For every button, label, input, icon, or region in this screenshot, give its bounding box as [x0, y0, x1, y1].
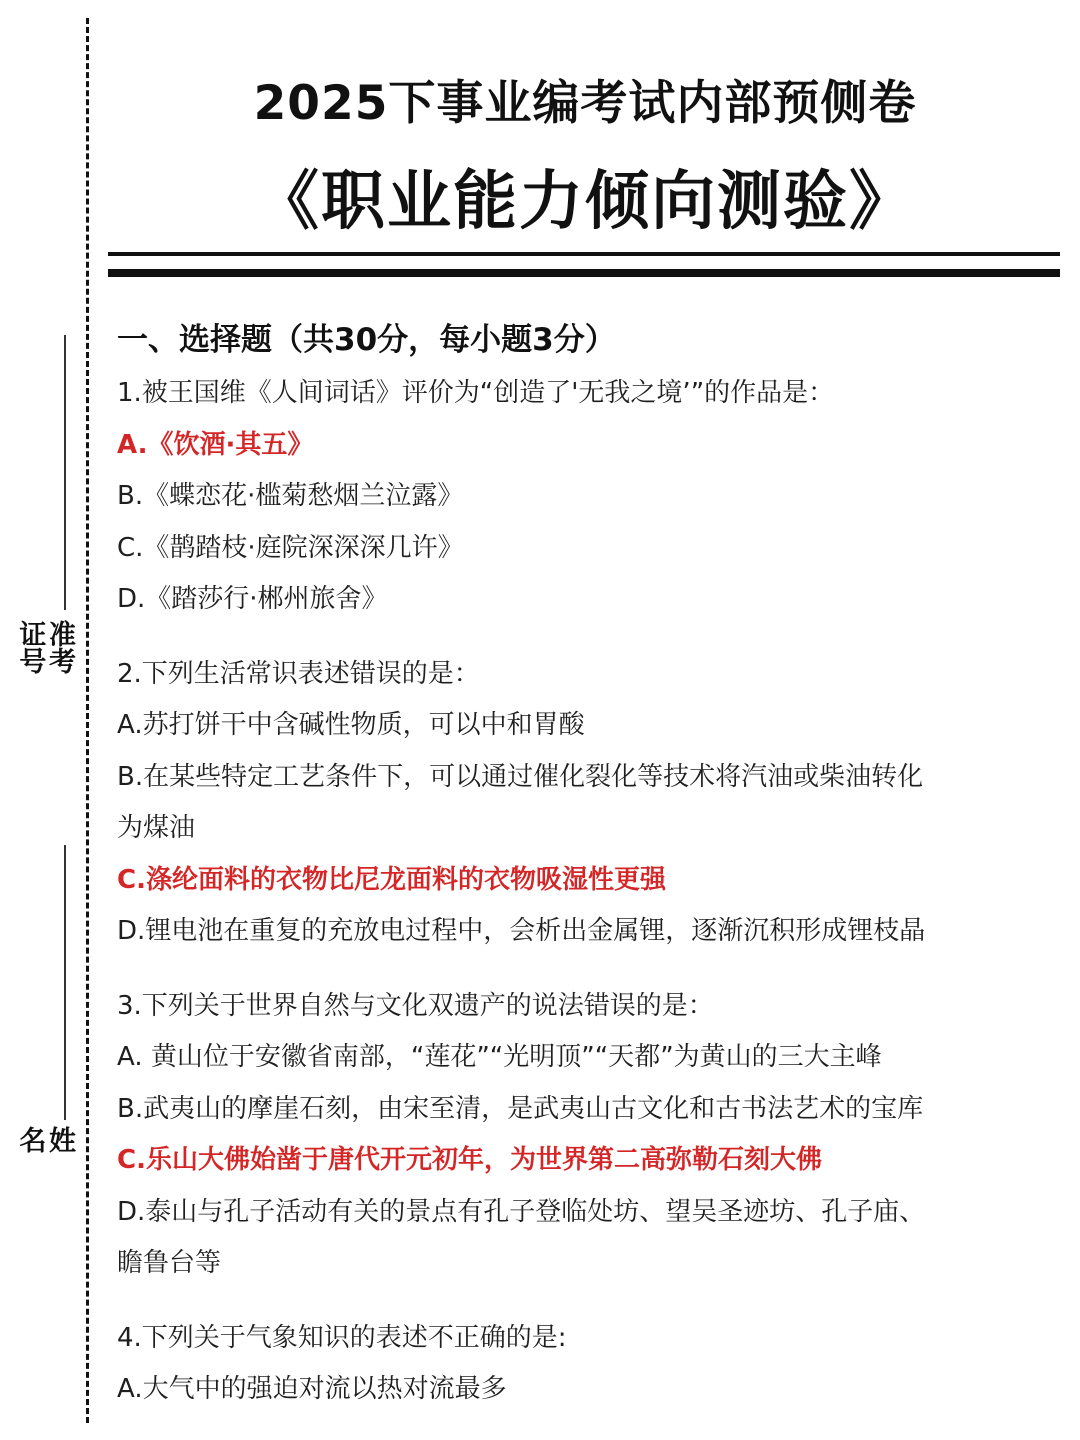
exam-subtitle: 《职业能力倾向测验》: [255, 165, 915, 239]
answer-option: A.大气中的强迫对流以热对流最多: [117, 1374, 507, 1404]
header-divider-thick: [108, 269, 1060, 277]
question-1: [117, 368, 1057, 626]
question-stem: 3.下列关于世界自然与文化双遗产的说法错误的是：: [117, 990, 714, 1021]
answer-option: B.在某些特定工艺条件下，可以通过催化裂化等技术将汽油或柴油转化: [117, 761, 924, 792]
question-2: [117, 649, 1057, 958]
answer-option: D.泰山与孔子活动有关的景点有孔子登临处坊、望吴圣迹坊、孔子庙、: [117, 1196, 926, 1227]
question-content: [117, 312, 1057, 1439]
question-stem: 1.被王国维《人间词话》评价为“创造了'无我之境’”的作品是：: [117, 378, 835, 408]
question-stem: 4.下列关于气象知识的表述不正确的是:: [117, 1322, 567, 1353]
answer-option-correct: C.涤纶面料的衣物比尼龙面料的衣物吸湿性更强: [117, 864, 666, 895]
exam-title: 2025下事业编考试内部预侧卷: [253, 76, 917, 131]
answer-option: D.锂电池在重复的充放电过程中，会析出金属锂，逐渐沉积形成锂枝晶: [117, 916, 926, 946]
answer-option: A.苏打饼干中含碱性物质，可以中和胃酸: [117, 710, 585, 740]
exam-id-write-line: [64, 335, 66, 610]
question-stem: 2.下列生活常识表述错误的是：: [117, 658, 480, 689]
answer-option-correct: C.乐山大佛始凿于唐代开元初年，为世界第二高弥勒石刻大佛: [117, 1145, 822, 1175]
section-title: 一、选择题（共30分，每小题3分）: [117, 322, 616, 358]
header-divider-thin: [108, 252, 1060, 256]
answer-option: 瞻鲁台等: [117, 1248, 222, 1278]
answer-option: 为煤油: [117, 813, 196, 843]
question-3: [117, 981, 1057, 1290]
name-label: 姓名: [14, 1126, 75, 1153]
answer-option-correct: A.《饮酒·其五》: [117, 429, 314, 460]
exam-id-label: 准考证号: [14, 620, 75, 674]
answer-option: C.《鹊踏枝·庭院深深深几许》: [117, 532, 464, 563]
answer-option: A. 黄山位于安徽省南部，“莲花”“光明顶”“天都”为黄山的三大主峰: [117, 1042, 882, 1072]
answer-option: B.《蝶恋花·槛菊愁烟兰泣露》: [117, 481, 464, 511]
answer-option: B.武夷山的摩崖石刻，由宋至清，是武夷山古文化和古书法艺术的宝库: [117, 1093, 924, 1124]
name-write-line: [64, 845, 66, 1120]
question-list: [117, 368, 1057, 1416]
question-4: [117, 1313, 1057, 1416]
answer-option: D.《踏莎行·郴州旅舍》: [117, 584, 388, 614]
binding-dashed-line: [86, 18, 89, 1423]
